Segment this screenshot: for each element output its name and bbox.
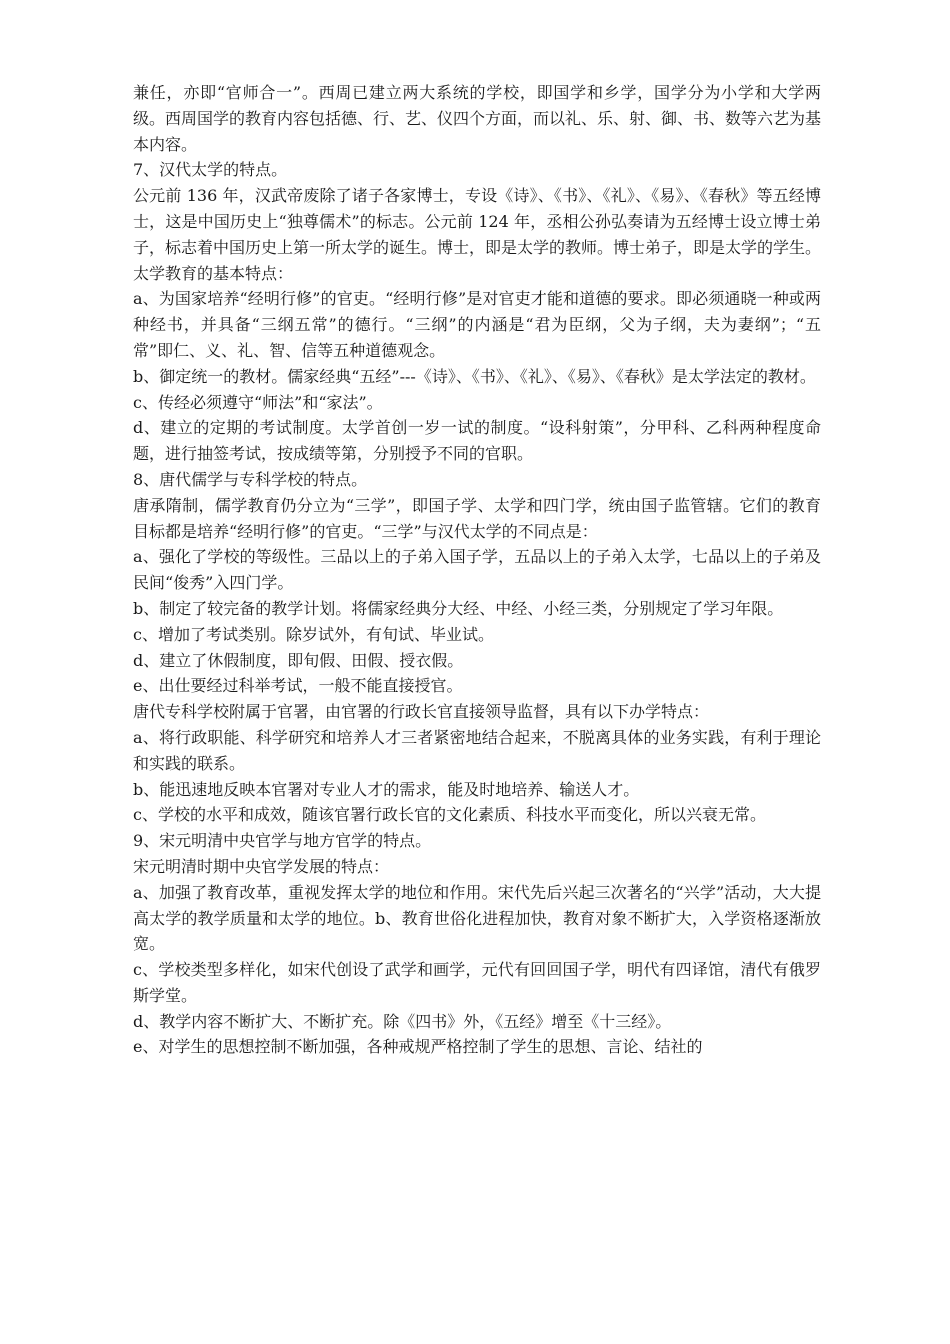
list-item-9d: d、教学内容不断扩大、不断扩充。除《四书》外，《五经》增至《十三经》。 bbox=[133, 1011, 672, 1031]
list-item-8-2b: b、能迅速地反映本官署对专业人才的需求，能及时地培养、输送人才。 bbox=[133, 779, 640, 799]
paragraph-20: 宋元明清时期中央官学发展的特点： bbox=[133, 856, 390, 876]
list-item-8-2a: a、将行政职能、科学研究和培养人才三者紧密地结合起来，不脱离具体的业务实践，有利于理论和实践的联系。 bbox=[133, 727, 821, 773]
list-item-8-2c: c、学校的水平和成效，随该官署行政长官的文化素质、科技水平而变化，所以兴衰无常。 bbox=[133, 805, 766, 825]
list-item-9a: a、加强了教育改革，重视发挥太学的地位和作用。宋代先后兴起三次著名的“兴学”活动，大大提高太学的教学质量和太学的地位。b、教育世俗化进程加快，教育对象不断扩大，入学资格逐渐放宽。 bbox=[133, 882, 821, 954]
list-item-7b: b、御定统一的教材。儒家经典“五经”---《诗》、《书》、《礼》、《易》、《春秋》是太学法定的教材。 bbox=[133, 366, 816, 386]
paragraph-15: 唐代专科学校附属于官署，由官署的行政长官直接领导监督，具有以下办学特点： bbox=[133, 702, 710, 722]
list-item-8e: e、出仕要经过科举考试，一般不能直接授官。 bbox=[133, 676, 463, 696]
heading-9: 9、宋元明清中央官学与地方官学的特点。 bbox=[133, 831, 432, 851]
paragraph-1: 兼任，亦即“官师合一”。西周已建立两大系统的学校，即国学和乡学，国学分为小学和大学两级。西周国学的教育内容包括德、行、艺、仪四个方面，而以礼、乐、射、御、书、数等六艺为基本内容。 bbox=[133, 83, 822, 154]
paragraph-3: 公元前 136 年，汉武帝废除了诸子各家博士，专设《诗》、《书》、《礼》、《易》、《春秋》等五经博士，这是中国历史上“独尊儒术”的标志。公元前 124 年，丞相公孙弘奏请为五经博士设立博士弟子，标志着中国历史上第一所太学的诞生。博士，即是太学的教师。博士弟子，即是太学的学生。太学教育的基本特点： bbox=[133, 186, 822, 283]
list-item-9c: c、学校类型多样化，如宋代创设了武学和画学，元代有回回国子学，明代有四译馆，清代有俄罗斯学堂。 bbox=[133, 960, 821, 1005]
list-item-8a: a、强化了学校的等级性。三品以上的子弟入国子学，五品以上的子弟入太学，七品以上的子弟及民间“俊秀”入四门学。 bbox=[133, 547, 821, 593]
heading-7: 7、汉代太学的特点。 bbox=[133, 160, 288, 180]
list-item-7c: c、传经必须遵守“师法”和“家法”。 bbox=[133, 392, 383, 412]
list-item-7a: a、为国家培养“经明行修”的官吏。“经明行修”是对官吏才能和道德的要求。即必须通晓一种或两种经书，并具备“三纲五常”的德行。“三纲”的内涵是“君为臣纲，父为子纲，夫为妻纲”；“五常”即仁、义、礼、智、信等五种道德观念。 bbox=[133, 289, 821, 360]
list-item-8d: d、建立了休假制度，即旬假、田假、授衣假。 bbox=[133, 650, 464, 670]
list-item-7d: d、建立的定期的考试制度。太学首创一岁一试的制度。“设科射策”，分甲科、乙科两种程度命题，进行抽签考试，按成绩等第，分别授予不同的官职。 bbox=[133, 418, 821, 464]
document-page bbox=[133, 80, 821, 1060]
list-item-9e: e、对学生的思想控制不断加强，各种戒规严格控制了学生的思想、言论、结社的 bbox=[133, 1037, 703, 1057]
list-item-8c: c、增加了考试类别。除岁试外，有旬试、毕业试。 bbox=[133, 624, 494, 644]
list-item-8b: b、制定了较完备的教学计划。将儒家经典分大经、中经、小经三类，分别规定了学习年限。 bbox=[133, 598, 784, 618]
heading-8: 8、唐代儒学与专科学校的特点。 bbox=[133, 469, 368, 489]
paragraph-9: 唐承隋制，儒学教育仍分立为“三学”，即国子学、太学和四门学，统由国子监管辖。它们的教育目标都是培养“经明行修”的官吏。“三学”与汉代太学的不同点是： bbox=[133, 495, 821, 541]
